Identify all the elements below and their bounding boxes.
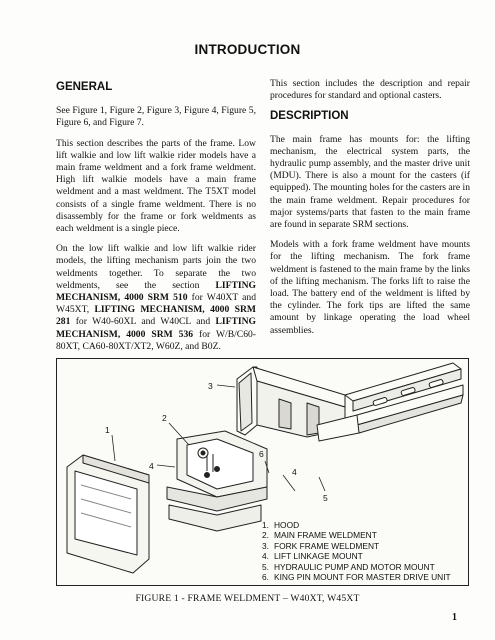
para3-text-3: for W40-60XL and W40CL and xyxy=(70,316,216,328)
callout-4a: 4 xyxy=(149,461,154,471)
callout-5: 5 xyxy=(323,493,328,503)
callout-4b: 4 xyxy=(292,467,297,477)
legend-item: 5. HYDRAULIC PUMP AND MOTOR MOUNT xyxy=(262,561,435,572)
figure-1-frame xyxy=(56,358,469,586)
page-title: INTRODUCTION xyxy=(194,42,301,57)
page-number: 1 xyxy=(452,612,457,623)
general-paragraph-3 xyxy=(56,243,256,353)
srm-reference-281: LIFTING MECHANISM, 4000 SRM 281 xyxy=(56,304,256,328)
hood-drawing xyxy=(67,455,149,573)
legend-item: 2. MAIN FRAME WELDMENT xyxy=(262,530,377,541)
figure-legend xyxy=(255,520,451,582)
para3-text-1: On the low lift walkie and low lift walkie rider models, the lifting mechanism parts join the two weldments together. To separate the two weldments, see the section xyxy=(56,243,256,291)
legend-item: 1. HOOD xyxy=(262,520,300,530)
fork-frame-weldment-drawing xyxy=(237,363,463,441)
figure-caption: FIGURE 1 - FRAME WELDMENT – W40XT, W45XT xyxy=(135,593,360,604)
description-heading: DESCRIPTION xyxy=(270,110,349,123)
general-paragraph-2: This section describes the parts of the frame. Low lift walkie and low lift walkie rider models have a main frame weldment and a fork frame weldment. High lift walkie models have a main frame weldment and a mast weldment. The T5XT model consists of a single frame weldment. There is no disassembly for the frame or fork weldments as each weldment is a single piece. xyxy=(56,137,256,235)
right-column xyxy=(270,78,470,345)
legend-item: 6. KING PIN MOUNT FOR MASTER DRIVE UNIT xyxy=(262,572,451,583)
para3-text-2: for W40XT and W45XT, xyxy=(56,292,256,316)
srm-reference-536: LIFTING MECHANISM, 4000 SRM 536 xyxy=(56,316,256,340)
intro-paragraph: This section includes the description and repair procedures for standard and optional casters. xyxy=(270,78,470,102)
description-paragraph-1: The main frame has mounts for: the lifting mechanism, the electrical system parts, the hydraulic pump assembly, and the master drive unit (MDU). There is also a mount for the casters (if equipped). The mounting holes for the casters are in the main frame weldment. Repair procedures for major systems/parts that fasten to the main frame are found in separate SRM sections. xyxy=(270,133,470,231)
legend-item: 4. LIFT LINKAGE MOUNT xyxy=(262,551,363,562)
callout-6: 6 xyxy=(259,449,264,459)
callout-2: 2 xyxy=(162,413,167,423)
general-paragraph-1: See Figure 1, Figure 2, Figure 3, Figure 4, Figure 5, Figure 6, and Figure 7. xyxy=(56,105,256,129)
srm-reference-510: LIFTING MECHANISM, 4000 SRM 510 xyxy=(56,279,256,304)
left-column xyxy=(56,78,256,361)
legend-item: 3. FORK FRAME WELDMENT xyxy=(262,540,380,551)
general-heading: GENERAL xyxy=(56,81,113,93)
main-frame-weldment-drawing xyxy=(167,431,267,531)
callout-1: 1 xyxy=(105,425,110,435)
description-paragraph-2: Models with a fork frame weldment have mounts for the lifting mechanism. The fork frame weldment is fastened to the main frame by the links of the lifting mechanism. The forks lift to raise the load. The battery end of the weldment is lifted by the cylinder. The fork tips are lifted the same amount by linkage operating the load wheel assemblies. xyxy=(270,239,470,336)
callout-3: 3 xyxy=(208,381,213,391)
para3-text-4: for W/B/C60-80XT, CA60-80XT/XT2, W60Z, and B0Z. xyxy=(56,328,256,352)
